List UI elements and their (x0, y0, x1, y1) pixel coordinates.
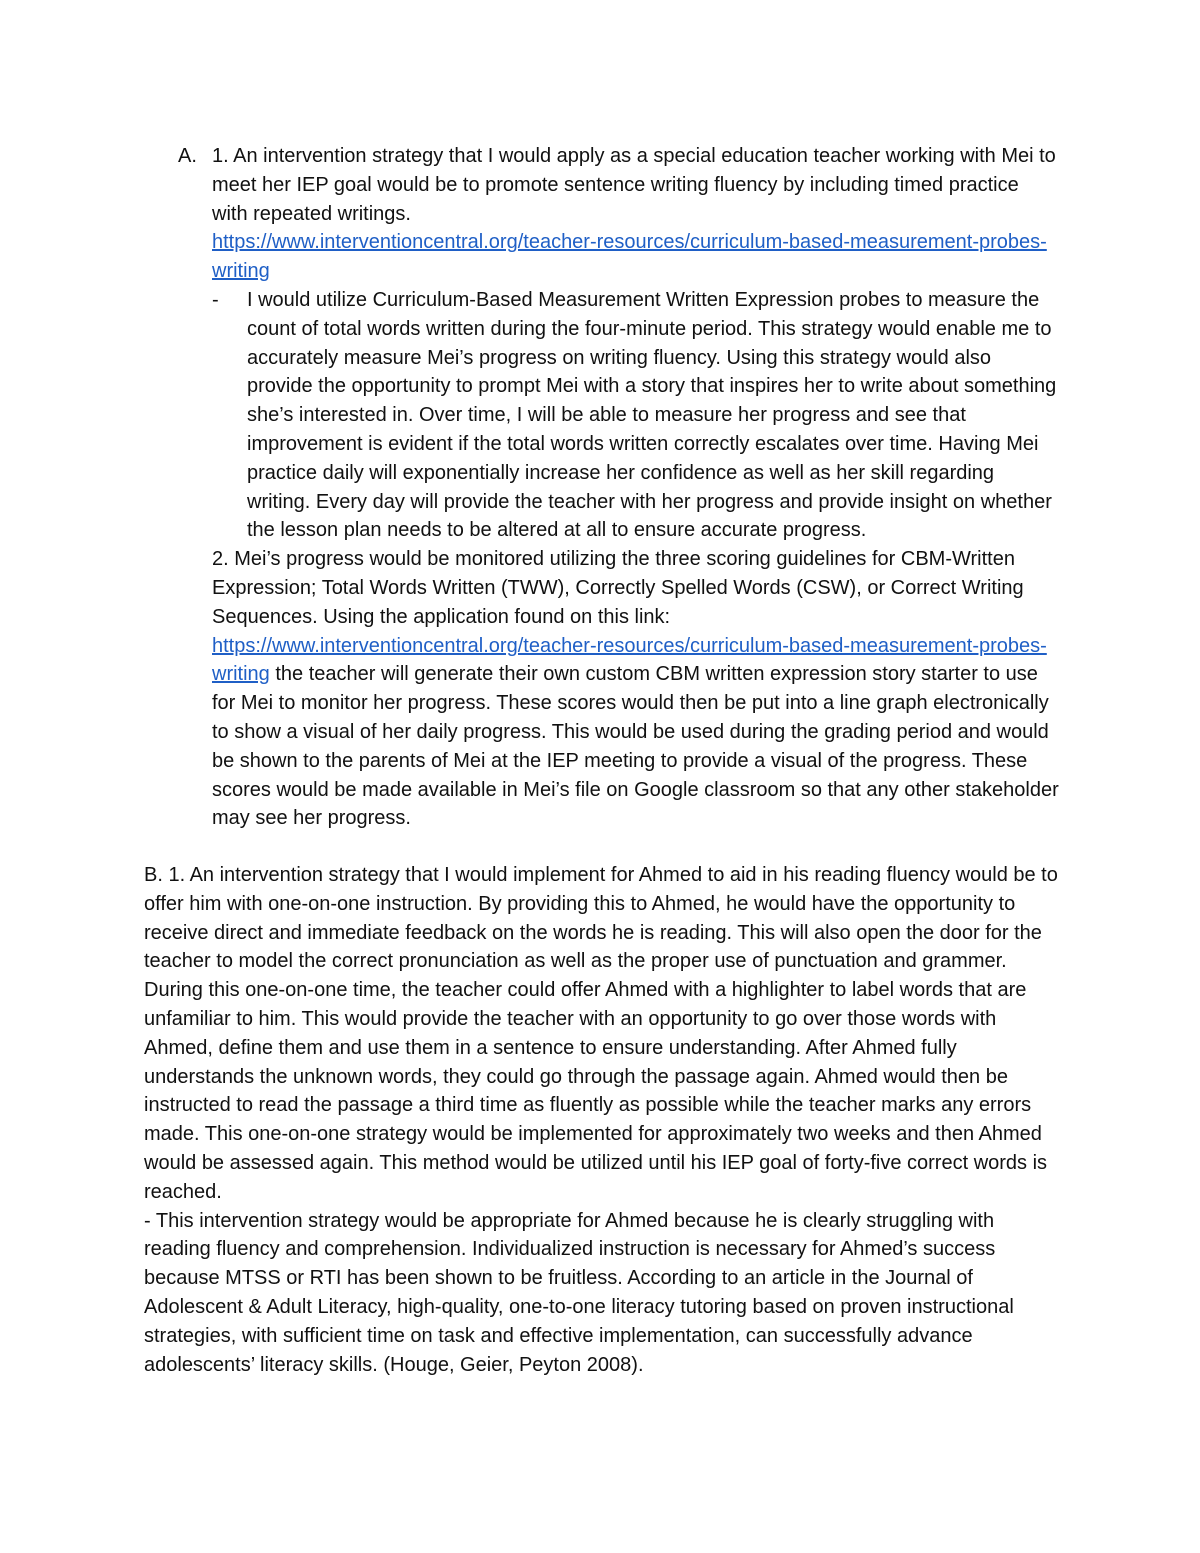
dash-item-text: I would utilize Curriculum-Based Measurement Written Expression probes to measure the count of total words written during the four-minute period. This strategy would enable me to accurately measure Mei’s progress on writing fluency. Using this strategy would also provide the opportunity to prompt Mei with a story that inspires her to write about something she’s interested in. Over time, I will be able to measure her progress and see that improvement is evident if the total words written correctly escalates over time. Having Mei practice daily will exponentially increase her confidence as well as her skill regarding writing. Every day will provide the teacher with her progress and provide insight on whether the lesson plan needs to be altered at all to ensure accurate progress. (247, 288, 1057, 542)
section-a-body (212, 142, 1059, 833)
section-b-paragraph-2: - This intervention strategy would be appropriate for Ahmed because he is clearly struggling with reading fluency and comprehension. Individualized instruction is necessary for Ahmed’s success because MTSS or RTI has been shown to be fruitless. According to an article in the Journal of Adolescent & Adult Literacy, high-quality, one-to-one literacy tutoring based on proven instructional strategies, with sufficient time on task and effective implementation, can successfully advance adolescents’ literacy skills. (Houge, Geier, Peyton 2008). (144, 1209, 1014, 1376)
item2-paragraph (212, 545, 1059, 833)
dash-marker: - (212, 288, 219, 311)
section-a-marker: A. (178, 145, 197, 167)
section-b-paragraph-1: B. 1. An intervention strategy that I would implement for Ahmed to aid in his reading fluency would be to offer him with one-on-one instruction. By providing this to Ahmed, he would have the opportunity to receive direct and immediate feedback on the words he is reading. This will also open the door for the teacher to model the correct pronunciation as well as the proper use of punctuation and grammer. During this one-on-one time, the teacher could offer Ahmed with a highlighter to label words that are unfamiliar to him. This would provide the teacher with an opportunity to go over those words with Ahmed, define them and use them in a sentence to ensure understanding. After Ahmed fully understands the unknown words, they could go through the passage again. Ahmed would then be instructed to read the passage a third time as fluently as possible while the teacher marks any errors made. This one-on-one strategy would be implemented for approximately two weeks and then Ahmed would be assessed again. This method would be utilized until his IEP goal of forty-five correct words is reached. (144, 864, 1058, 1203)
item1-intro: 1. An intervention strategy that I would apply as a special education teacher working with Mei to meet her IEP goal would be to promote sentence writing fluency by including timed practice with repeated writings. (212, 145, 1056, 225)
item2-intro: 2. Mei’s progress would be monitored utilizing the three scoring guidelines for CBM-Written Expression; Total Words Written (TWW), Correctly Spelled Words (CSW), or Correct Writing Sequences. Using the application found on this link: (212, 548, 1024, 628)
item2-rest: the teacher will generate their own custom CBM written expression story starter to use for Mei to monitor her progress. These scores would then be put into a line graph electronically to show a visual of her daily progress. This would be used during the grading period and would be shown to the parents of Mei at the IEP meeting to provide a visual of the progress. These scores would be made available in Mei’s file on Google classroom so that any other stakeholder may see her progress. (212, 663, 1059, 830)
dash-list-item (212, 286, 1059, 545)
item1-paragraph (212, 142, 1059, 286)
section-b (144, 861, 1059, 1379)
section-a (144, 142, 1059, 833)
intervention-central-link-2[interactable]: https://www.interventioncentral.org/teacher-resources/curriculum-based-measurement-probes-writing (212, 634, 1047, 686)
intervention-central-link-1[interactable]: https://www.interventioncentral.org/teacher-resources/curriculum-based-measurement-probes-writing (212, 231, 1047, 283)
